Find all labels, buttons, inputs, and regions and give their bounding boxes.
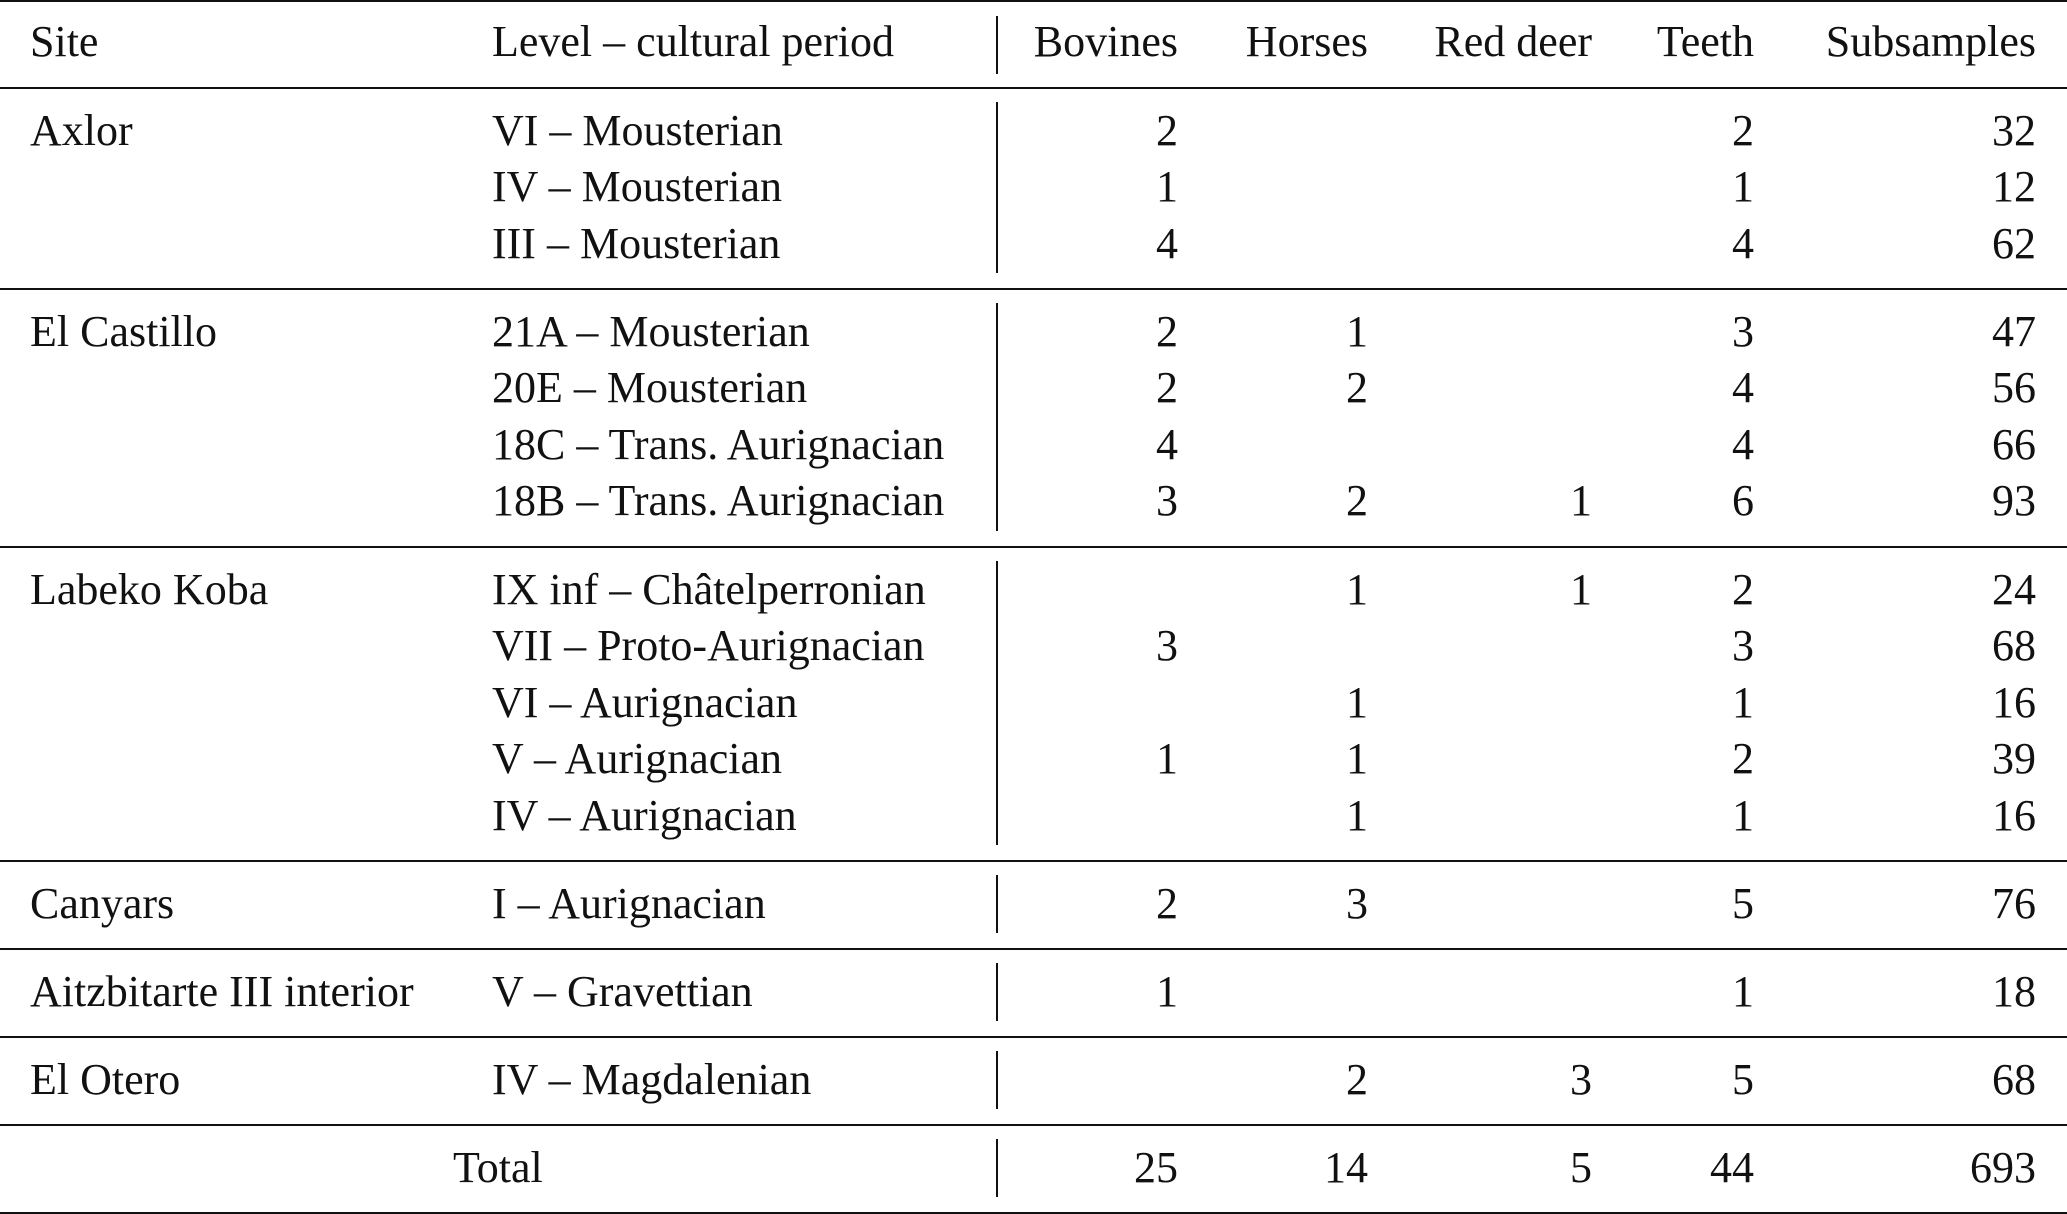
horses-cell [1180, 103, 1368, 159]
teeth-cell: 5 [1732, 1055, 1754, 1104]
level-cell: 18C – Trans. Aurignacian [492, 419, 945, 469]
red-deer-cell: 1 [1570, 565, 1592, 614]
total-divider [996, 1139, 998, 1197]
bovines-cell: 3 [1156, 476, 1178, 526]
header-teeth: Teeth [1656, 17, 1754, 66]
level-cell: IV – Magdalenian [492, 1055, 812, 1104]
subsamples-cell: 62 [1992, 218, 2036, 268]
red-deer-cell [1370, 788, 1592, 844]
header-divider [996, 16, 998, 74]
teeth-cell: 4 [1732, 218, 1754, 268]
teeth-cell: 6 [1732, 476, 1754, 526]
level-cell: VI – Mousterian [492, 106, 783, 155]
red-deer-cell [1370, 159, 1592, 215]
site-label: El Castillo [30, 307, 217, 356]
group-divider [996, 963, 998, 1021]
level-cell: IV – Aurignacian [492, 790, 797, 840]
group-divider [996, 561, 998, 845]
top-rule [0, 0, 2067, 2]
horses-cell: 2 [1346, 1055, 1368, 1104]
subsamples-cell: 93 [1992, 476, 2036, 526]
horses-cell: 1 [1346, 307, 1368, 356]
horses-cell [1180, 216, 1368, 272]
teeth-cell: 1 [1732, 790, 1754, 840]
teeth-cell: 3 [1732, 307, 1754, 356]
total-red-deer: 5 [1570, 1143, 1592, 1192]
total-horses: 14 [1324, 1143, 1368, 1192]
group-divider [996, 303, 998, 531]
bovines-cell: 4 [1156, 419, 1178, 469]
red-deer-cell [1370, 618, 1592, 674]
level-cell: 20E – Mousterian [492, 363, 808, 413]
site-label: El Otero [30, 1055, 181, 1104]
group-rule [0, 1036, 2067, 1038]
teeth-cell: 1 [1732, 162, 1754, 212]
subsamples-cell: 66 [1992, 419, 2036, 469]
group-rule [0, 948, 2067, 950]
header-red-deer: Red deer [1434, 17, 1592, 66]
horses-cell: 1 [1346, 790, 1368, 840]
teeth-cell: 4 [1732, 419, 1754, 469]
red-deer-cell [1370, 216, 1592, 272]
level-cell: IX inf – Châtelperronian [492, 565, 926, 614]
teeth-cell: 5 [1732, 879, 1754, 928]
bovines-cell: 1 [1156, 734, 1178, 784]
header-horses: Horses [1245, 17, 1368, 66]
header-bovines: Bovines [1033, 17, 1178, 66]
horses-cell: 2 [1346, 476, 1368, 526]
red-deer-cell: 3 [1570, 1055, 1592, 1104]
total-label: Total [453, 1143, 543, 1192]
subsamples-cell: 32 [1992, 106, 2036, 155]
horses-cell: 1 [1346, 565, 1368, 614]
red-deer-cell [1370, 964, 1592, 1020]
subsamples-cell: 56 [1992, 363, 2036, 413]
subsamples-cell: 68 [1992, 1055, 2036, 1104]
horses-cell: 1 [1346, 734, 1368, 784]
red-deer-cell [1370, 675, 1592, 731]
site-label: Canyars [30, 879, 175, 928]
group-divider [996, 875, 998, 933]
subsamples-cell: 24 [1992, 565, 2036, 614]
horses-cell: 2 [1346, 363, 1368, 413]
subsamples-cell: 39 [1992, 734, 2036, 784]
site-label: Aitzbitarte III interior [30, 967, 414, 1016]
bovines-cell [1020, 562, 1178, 618]
level-cell: VI – Aurignacian [492, 677, 798, 727]
teeth-cell: 1 [1732, 677, 1754, 727]
header-rule [0, 87, 2067, 89]
total-teeth: 44 [1710, 1143, 1754, 1192]
level-cell: V – Aurignacian [492, 734, 783, 784]
bovines-cell: 3 [1156, 621, 1178, 671]
subsamples-cell: 12 [1992, 162, 2036, 212]
horses-cell [1180, 159, 1368, 215]
total-bovines: 25 [1134, 1143, 1178, 1192]
level-cell: IV – Mousterian [492, 162, 783, 212]
group-rule [0, 860, 2067, 862]
bovines-cell [1020, 675, 1178, 731]
bovines-cell: 1 [1156, 162, 1178, 212]
header-level: Level – cultural period [492, 17, 894, 66]
bovines-cell: 2 [1156, 363, 1178, 413]
red-deer-cell [1370, 103, 1592, 159]
subsamples-cell: 16 [1992, 677, 2036, 727]
level-cell: VII – Proto-Aurignacian [492, 621, 925, 671]
bovines-cell [1020, 1052, 1178, 1108]
teeth-cell: 3 [1732, 621, 1754, 671]
bovines-cell [1020, 788, 1178, 844]
red-deer-cell [1370, 304, 1592, 360]
group-rule [0, 288, 2067, 290]
bovines-cell: 4 [1156, 218, 1178, 268]
red-deer-cell [1370, 731, 1592, 787]
site-label: Labeko Koba [30, 565, 269, 614]
horses-cell [1180, 417, 1368, 473]
bovines-cell: 2 [1156, 106, 1178, 155]
teeth-cell: 2 [1732, 565, 1754, 614]
level-cell: I – Aurignacian [492, 879, 766, 928]
teeth-cell: 1 [1732, 967, 1754, 1016]
subsamples-cell: 18 [1992, 967, 2036, 1016]
group-divider [996, 102, 998, 273]
group-divider [996, 1051, 998, 1109]
horses-cell: 3 [1346, 879, 1368, 928]
group-rule [0, 546, 2067, 548]
total-subsamples: 693 [1970, 1143, 2036, 1192]
horses-cell [1180, 964, 1368, 1020]
teeth-cell: 2 [1732, 106, 1754, 155]
red-deer-cell [1370, 417, 1592, 473]
teeth-cell: 2 [1732, 734, 1754, 784]
header-site: Site [30, 17, 99, 66]
bovines-cell: 2 [1156, 307, 1178, 356]
level-cell: 18B – Trans. Aurignacian [492, 476, 945, 526]
subsamples-cell: 47 [1992, 307, 2036, 356]
bovines-cell: 2 [1156, 879, 1178, 928]
subsamples-cell: 16 [1992, 790, 2036, 840]
red-deer-cell: 1 [1570, 476, 1592, 526]
site-label: Axlor [30, 106, 133, 155]
red-deer-cell [1370, 876, 1592, 932]
horses-cell [1180, 618, 1368, 674]
subsamples-cell: 68 [1992, 621, 2036, 671]
header-subsamples: Subsamples [1825, 17, 2036, 66]
level-cell: V – Gravettian [492, 967, 753, 1016]
red-deer-cell [1370, 360, 1592, 416]
horses-cell: 1 [1346, 677, 1368, 727]
bovines-cell: 1 [1156, 967, 1178, 1016]
teeth-cell: 4 [1732, 363, 1754, 413]
subsamples-cell: 76 [1992, 879, 2036, 928]
group-rule [0, 1124, 2067, 1126]
level-cell: 21A – Mousterian [492, 307, 810, 356]
level-cell: III – Mousterian [492, 218, 781, 268]
